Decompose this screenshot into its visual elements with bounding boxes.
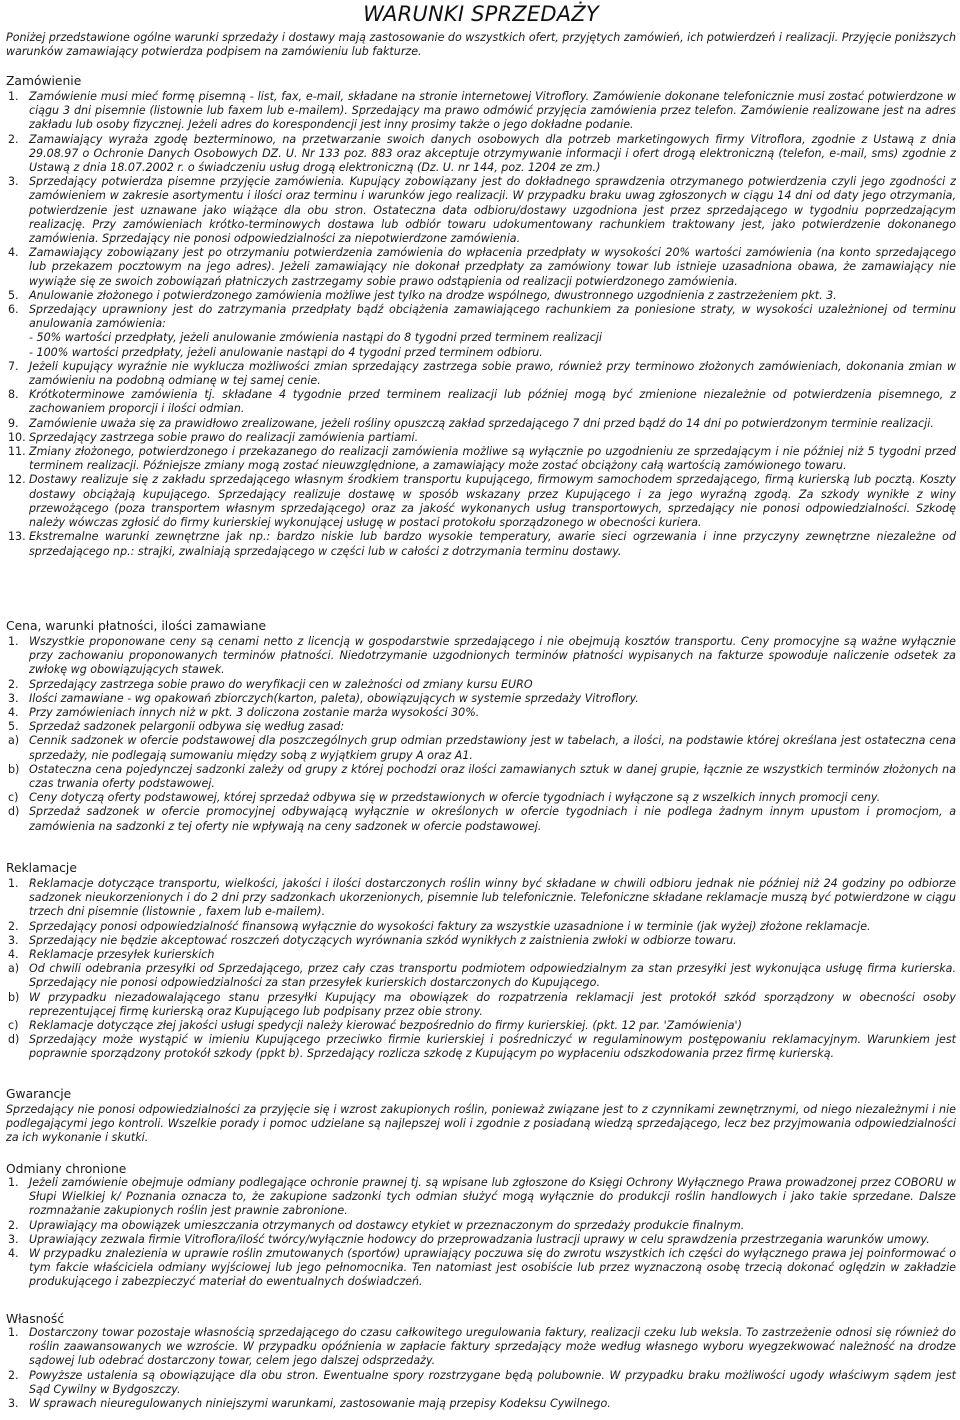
list-item xyxy=(6,246,956,289)
list-item-text: Od chwili odebrania przesyłki od Sprzedającego, przez cały czas transportu podmiotem odpowiedzialnym za stan przesyłki jest wykonująca usługę firma kurierska. Sprzedający nie ponosi odpowiedzialności za stan przesyłek kurierskich dostarczonych do Kupującego. xyxy=(29,962,956,990)
list-item-number: 3. xyxy=(8,1397,19,1411)
list-item-text: Reklamacje przesyłek kurierskich xyxy=(29,948,215,962)
list-item-number: 3. xyxy=(8,1232,19,1246)
list-item-number: 9. xyxy=(8,416,19,430)
list-item-text: Uprawiający ma obowiązek umieszczania otrzymanych od dostawcy etykiet w przeznaczonym do sprzedaży produkcie finalnym. xyxy=(29,1218,745,1232)
list-subitem: - 50% wartości przedpłaty, jeżeli anulowanie zmówienia nastąpi do 8 tygodni przed terminem realizacji xyxy=(29,331,602,345)
list-item-text: Zamówienie musi mieć formę pisemną - list, fax, e-mail, składane na stronie internetowej Vitroflory. Zamówienie dokonane telefonicznie musi zostać potwierdzone w ciągu 3 dni pisemnie (listownie lub faxem lub e-mailem). Sprzedający ma prawo odmówić przyjęcia zamówienia przez telefon. Zamówienie realizowane jest na adres zakładu lub osoby fizycznej. Jeżeli adres do korespondencji jest inny prosimy także o jego dokładne podanie. xyxy=(29,90,956,132)
list-item-number: 7. xyxy=(8,359,19,373)
list-item xyxy=(6,1233,956,1247)
list-item-text: Jeżeli kupujący wyraźnie nie wyklucza możliwości zmian sprzedający zastrzega sobie prawo, również przy terminowo złożonych zamówieniach, dokonania zmian w zamówieniu na podobną odmianę w tej samej cenie. xyxy=(29,359,956,388)
list-item-text: Powyższe ustalenia są obowiązujące dla obu stron. Ewentualne spory rozstrzygane będą polubownie. W przypadku braku możliwości ugody właściwym sądem jest Sąd Cywilny w Bydgoszczy. xyxy=(29,1368,956,1396)
list-item-number: a) xyxy=(8,962,20,976)
list-item xyxy=(6,445,956,473)
section-heading-wlasnosc: Własność xyxy=(6,1312,65,1326)
list-item-number: 1. xyxy=(8,635,19,648)
zamowienie-list xyxy=(6,90,956,559)
list-item-number: 1. xyxy=(8,1326,19,1339)
cena-list xyxy=(6,635,956,834)
list-item-text: Sprzedający zastrzega sobie prawo do realizacji zamówienia partiami. xyxy=(29,430,419,444)
list-item xyxy=(6,303,956,360)
section-heading-reklamacje: Reklamacje xyxy=(6,861,77,875)
list-item-text: Sprzedający potwierdza pisemne przyjęcie zamówienia. Kupujący zobowiązany jest do dokładnego sprawdzenia otrzymanego potwierdzenia czyli jego zgodności z zamówieniem w zakresie asortymentu i ilości oraz terminu i warunków jego realizacji. W przypadku braku uwag zgłoszonych w ciągu 14 dni od daty jego otrzymania, potwierdzenie jest uznawane jako wiążące dla obu stron. Ostateczna data odbioru/dostawy uzgodniona jest przez sprzedającego w tygodniu poprzedzającym realizację. Przy zamówieniach krótko-terminowych dostawa lub odbiór towaru udokumentowany rachunkiem traktowany jest, jako potwierdzenie dokonanego zamówienia. Sprzedający nie ponosi odpowiedzialności za niepotwierdzone zamówienia. xyxy=(29,175,956,246)
section-heading-gwarancje: Gwarancje xyxy=(6,1087,72,1101)
list-item-text: W sprawach nieuregulowanych niniejszymi warunkami, zastosowanie mają przepisy Kodeksu Cywilnego. xyxy=(29,1397,611,1411)
list-item-number: 6. xyxy=(8,303,19,317)
list-item xyxy=(6,431,956,445)
list-item-text: Wszystkie proponowane ceny są cenami netto z licencją w gospodarstwie sprzedającego i nie obejmują kosztów transportu. Ceny promocyjne są ważne wyłącznie przy zachowaniu proponowanych terminów płatności. Niedotrzymanie uzgodnionych terminów płatności wypisanych na fakturze spowoduje naliczenie odsetek za zwłokę wg obowiązujących stawek. xyxy=(29,635,956,677)
list-item-number: 8. xyxy=(8,388,19,402)
list-item-number: 1. xyxy=(8,1176,19,1189)
list-item-text: Sprzedający uprawniony jest do zatrzymania przedpłaty bądź obciążenia zamawiającego rachunkiem za poniesione straty, w wysokości uzależnionej od terminu anulowania zamówienia: xyxy=(29,303,956,331)
list-item xyxy=(6,90,956,133)
list-item xyxy=(6,877,956,920)
gwarancje-paragraph: Sprzedający nie ponosi odpowiedzialności za przyjęcie się i wzrost zakupionych roślin, ponieważ związane jest to z czynnikami zewnętrznymi, od niego niezależnymi i nie podlegającymi jego kontroli. Wszelkie porady i pomoc udzielane są najlepszej woli i zgodnie z posiadaną wiedzą sprzedającego, lecz bez przyjmowania odpowiedzialności za ich wykonanie i skutki. xyxy=(6,1103,956,1145)
list-item xyxy=(6,692,956,706)
list-item-number: d) xyxy=(8,805,20,819)
list-item-number: 5. xyxy=(8,288,19,302)
list-item-text: W przypadku znalezienia w uprawie roślin zmutowanych (sportów) uprawiający poczuwa się do zwrotu wszystkich ich części do wyłącznego prawa jej poinformować o tym fakcie właściciela odmiany wyjściowej lub jego pełnomocnika. Ten natomiast jest osobiście lub przez wyznaczoną osobę trzecią dokonać oględzin w zakładzie produkującego i zabezpieczyć materiał do ewentualnych doświadczeń. xyxy=(29,1247,956,1289)
list-item xyxy=(6,805,956,833)
list-item-number: 2. xyxy=(8,1368,19,1382)
list-item xyxy=(6,175,956,246)
list-item-text: Jeżeli zamówienie obejmuje odmiany podlegające ochronie prawnej tj. są wpisane lub zgłoszone do Księgi Ochrony Wyłącznego Prawa prowadzonej przez COBORU w Słupi Wielkiej k/ Poznania oznacza to, że zakupione sadzonki tych odmian służyć mogą wyłącznie do produkcji roślin handlowych i jako takie sprzedane. Dalsze rozmnażanie zakupionych roślin jest prawnie zabronione. xyxy=(29,1176,956,1218)
list-item-text: Sprzedaż sadzonek pelargonii odbywa się według zasad: xyxy=(29,720,345,734)
list-item xyxy=(6,530,956,558)
intro-paragraph: Poniżej przedstawione ogólne warunki sprzedaży i dostawy mają zastosowanie do wszystkich ofert, przyjętych zamówień, ich potwierdzeń i realizacji. Przyjęcie poniższych warunków zamawiający potwierdza podpisem na zamówieniu lub fakturze. xyxy=(6,31,956,59)
section-heading-cena: Cena, warunki płatności, ilości zamawiane xyxy=(6,619,267,633)
list-item xyxy=(6,791,956,805)
list-item xyxy=(6,1369,956,1397)
list-item xyxy=(6,360,956,388)
list-item-text: Sprzedający może wystąpić w imieniu Kupującego przeciwko firmie kurierskiej i pośredniczyć w regulaminowym postępowaniu reklamacyjnym. Warunkiem jest poprawnie sporządzony protokół szkody (ppkt b). Sprzedający rozlicza szkodę z Kupującym po wypłaceniu odszkodowania przez firmę kurierską. xyxy=(29,1033,956,1061)
list-item-number: 4. xyxy=(8,706,19,720)
list-item-number: 11. xyxy=(8,445,26,459)
list-item-text: Sprzedający zastrzega sobie prawo do weryfikacji cen w zależności od zmiany kursu EURO xyxy=(29,677,533,691)
section-heading-odmiany: Odmiany chronione xyxy=(6,1162,127,1176)
list-item-number: 12. xyxy=(8,473,26,487)
list-item-number: 5. xyxy=(8,720,19,734)
list-item xyxy=(6,678,956,692)
list-item-text: Sprzedający ponosi odpowiedzialność finansową wyłącznie do wysokości faktury za wszystkie uzasadnione i w terminie (jak wyżej) złożone reklamacje. xyxy=(29,919,871,933)
list-item xyxy=(6,962,956,990)
list-item-number: 2. xyxy=(8,132,19,146)
list-item-text: Reklamacje dotyczące złej jakości usługi spedycji należy kierować bezpośrednio do firmy kurierskiej. (pkt. 12 par. 'Zamówienia') xyxy=(29,1019,742,1033)
list-item-text: Sprzedaż sadzonek w ofercie promocyjnej odbywającą wyłącznie w określonych w ofercie tygodniach i nie podlega żadnym innym upustom i promocjom, a zamówienia na sadzonki z tej oferty nie wpływają na ceny sadzonek w ofercie podstawowej. xyxy=(29,805,956,833)
list-item-number: 3. xyxy=(8,933,19,947)
list-item-text: Anulowanie złożonego i potwierdzonego zamówienia możliwe jest tylko na drodze wspólnego, dwustronnego uzgodnienia z zastrzeżeniem pkt. 3. xyxy=(29,288,837,302)
list-item-number: 2. xyxy=(8,677,19,691)
list-item xyxy=(6,473,956,530)
list-item xyxy=(6,991,956,1019)
reklamacje-list xyxy=(6,877,956,1062)
list-item-text: Cennik sadzonek w ofercie podstawowej dla poszczególnych grup odmian przedstawiony jest w tabelach, a ilości, na podstawie której określana jest ostateczna cena sprzedaży, nie podlegają sumowaniu między sobą z wyjątkiem grupy A oraz A1. xyxy=(29,734,956,762)
wlasnosc-list xyxy=(6,1326,956,1411)
list-subitem: - 100% wartości przedpłaty, jeżeli anulowanie nastąpi do 4 tygodni przed terminem odbioru. xyxy=(29,345,543,359)
list-item-number: d) xyxy=(8,1033,20,1047)
list-item xyxy=(6,1247,956,1290)
list-item xyxy=(6,934,956,948)
list-item-text: Ekstremalne warunki zewnętrzne jak np.: bardzo niskie lub bardzo wysokie temperatury, awarie sieci ogrzewania i inne przyczyny zewnętrzne niezależne od sprzedającego np.: strajki, zwalniają sprzedającego w części lub w całości z dotrzymania terminu dostawy. xyxy=(29,530,956,558)
list-item-number: 4. xyxy=(8,948,19,962)
list-item-number: 1. xyxy=(8,877,19,890)
list-item-text: Zamawiający zobowiązany jest po otrzymaniu potwierdzenia zamówienia do wpłacenia przedpłaty w wysokości 20% wartości zamówienia (na konto sprzedającego lub przekazem pocztowym na jego adres). Jeżeli zamawiający nie dokonał przedpłaty za zamówiony towar lub istnieje uzasadniona obawa, że zamawiający nie wywiąże się ze swoich zobowiązań płatniczych zastrzegamy sobie prawo odstąpienia od realizacji potwierdzonego zamówienia. xyxy=(29,246,956,288)
list-item xyxy=(6,133,956,176)
list-item-number: 10. xyxy=(8,430,26,444)
list-item-text: Reklamacje dotyczące transportu, wielkości, jakości i ilości dostarczonych roślin winny być składane w chwili odbioru jednak nie później niż 24 godziny po odbiorze sadzonek nieukorzenionych i do 2 dni przy sadzonkach ukorzenionych, pisemnie lub telefonicznie. Telefoniczne składane reklamacje muszą być potwierdzone w ciągu trzech dni pisemnie (listownie , faxem lub e-mailem). xyxy=(29,877,956,919)
list-item-number: c) xyxy=(8,1019,19,1033)
list-item-text: Dostawy realizuje się z zakładu sprzedającego własnym środkiem transportu kupującego, firmowym samochodem sprzedającego, firmą kurierską lub pocztą. Koszty dostawy obciążają kupującego. Sprzedający realizuje dostawę w sposób wskazany przez Kupującego i za jego wyraźną zgodą. Za szkody wynikłe z winy przewożącego (poza transportem własnym sprzedającego) oraz za jakość wykonanych usług transportowych, sprzedający nie ponosi odpowiedzialności. Szkodę należy wówczas zgłosić do firmy kurierskiej wykonującej usługę w postaci protokołu sporządzonego w obecności kuriera. xyxy=(29,473,956,530)
list-item xyxy=(6,1176,956,1219)
list-item xyxy=(6,763,956,791)
list-item xyxy=(6,720,956,734)
list-item xyxy=(6,734,956,762)
list-item xyxy=(6,388,956,416)
list-item xyxy=(6,1397,956,1411)
list-item-text: Zamówienie uważa się za prawidłowo zrealizowane, jeżeli rośliny opuszczą zakład sprzedającego 7 dni przed bądź do 14 dni po potwierdzonym terminie realizacji. xyxy=(29,416,934,430)
list-item-text: Krótkoterminowe zamówienia tj. składane 4 tygodnie przed terminem realizacji lub później mogą być zmienione niezależnie od potwierdzenia pisemnego, z zachowaniem proporcji i ilości odmian. xyxy=(29,388,956,416)
list-item xyxy=(6,920,956,934)
list-item-text: Ilości zamawiane - wg opakowań zbiorczych(karton, paleta), obowiązujących w systemie sprzedaży Vitroflory. xyxy=(29,691,639,705)
list-item-text: Dostarczony towar pozostaje własnością sprzedającego do czasu całkowitego uregulowania faktury, realizacji czeku lub weksla. To zastrzeżenie odnosi się również do roślin zaawansowanych we wzroście. W przypadku opóźnienia w zapłacie faktury sprzedający może według własnego wyboru wyegzekwować należność na drodze sądowej lub odebrać dostarczony towar, celem jego dalszej odsprzedaży. xyxy=(29,1326,956,1368)
list-item xyxy=(6,1019,956,1033)
list-item xyxy=(6,948,956,962)
odmiany-list xyxy=(6,1176,956,1290)
list-item-number: a) xyxy=(8,734,20,748)
list-item-text: Zmiany złożonego, potwierdzonego i przekazanego do realizacji zamówienia możliwe są wyłącznie po uzgodnieniu ze sprzedającym i nie później niż 5 tygodni przed terminem realizacji. Późniejsze zmiany mogą zostać nieuwzględnione, a zamawiający może zostać obciążony całą wartością zamówionego towaru. xyxy=(29,445,956,473)
list-item xyxy=(6,289,956,303)
list-item xyxy=(6,1219,956,1233)
list-item xyxy=(6,417,956,431)
list-item-number: b) xyxy=(8,990,20,1004)
section-heading-zamowienie: Zamówienie xyxy=(6,74,82,88)
list-item-number: 3. xyxy=(8,691,19,705)
list-item xyxy=(6,706,956,720)
list-item-number: b) xyxy=(8,762,20,776)
list-item-number: 3. xyxy=(8,175,19,189)
document-title: WARUNKI SPRZEDAŻY xyxy=(363,2,599,26)
list-item-number: 13. xyxy=(8,530,26,544)
list-item-text: Zamawiający wyraża zgodę bezterminowo, na przetwarzanie swoich danych osobowych dla potrzeb marketingowych firmy Vitroflora, zgodnie z Ustawą z dnia 29.08.97 o Ochronie Danych Osobowych DZ. U. Nr 133 poz. 883 oraz akceptuje otrzymywanie informacji i ofert drogą elektroniczną (telefon, e-mail, sms) zgodnie z Ustawą z dnia 18.07.2002 r. o świadczeniu usług drogą elektroniczną (Dz. U. nr 144, poz. 1204 ze zm.) xyxy=(29,132,956,175)
list-item xyxy=(6,1326,956,1369)
list-item-number: 2. xyxy=(8,919,19,933)
list-item-text: Sprzedający nie będzie akceptować roszczeń dotyczących wyrównania szkód wynikłych z zaistnienia zwłoki w odbiorze towaru. xyxy=(29,933,737,947)
list-item-number: 4. xyxy=(8,1247,19,1261)
list-item-number: 4. xyxy=(8,246,19,260)
list-item-number: 2. xyxy=(8,1218,19,1232)
list-item-text: Uprawiający zezwala firmie Vitroflora/ilość twórcy/wyłącznie hodowcy do przeprowadzania lustracji uprawy w celu sprawdzenia przestrzegania warunków umowy. xyxy=(29,1232,930,1246)
list-item xyxy=(6,635,956,678)
list-item-text: Ostateczna cena pojedynczej sadzonki zależy od grupy z której pochodzi oraz ilości zamawianych sztuk w danej grupie, łącznie ze wszystkich terminów złożonych na czas trwania oferty podstawowej. xyxy=(29,762,956,791)
list-item-text: W przypadku niezadowalającego stanu przesyłki Kupujący ma obowiązek do rozpatrzenia reklamacji jest protokół szkód sporządzony w obecności osoby reprezentującej firmę kurierską oraz Kupującego lub podpisany przez obie strony. xyxy=(29,990,956,1018)
list-item xyxy=(6,1033,956,1061)
list-item-number: 1. xyxy=(8,90,19,103)
list-item-text: Przy zamówieniach innych niż w pkt. 3 doliczona zostanie marża wysokości 30%. xyxy=(29,706,480,720)
list-item-text: Ceny dotyczą oferty podstawowej, której sprzedaż odbywa się w przedstawionych w ofercie tygodniach i wyłączone są z wszelkich innych promocji ceny. xyxy=(29,791,881,805)
list-item-number: c) xyxy=(8,791,19,805)
